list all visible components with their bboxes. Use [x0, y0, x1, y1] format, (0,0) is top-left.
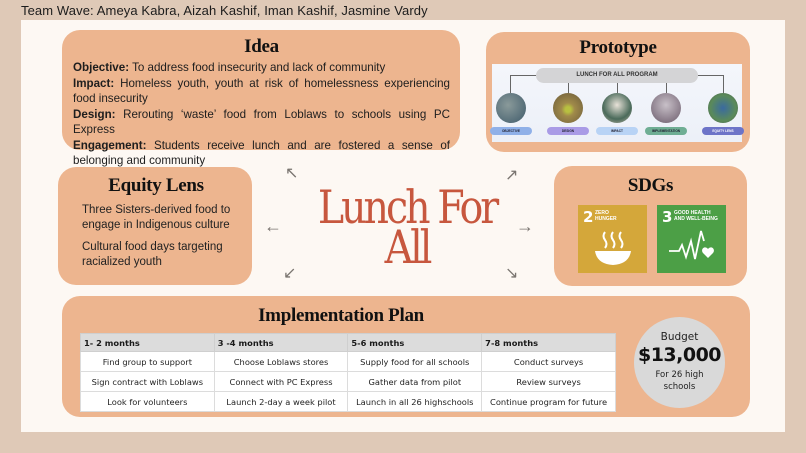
idea-card: [62, 30, 460, 167]
table-cell: Continue program for future: [482, 392, 616, 412]
connector-line: [698, 75, 723, 76]
budget-note-line: schools: [663, 382, 696, 392]
table-cell: Choose Loblaws stores: [214, 352, 348, 372]
idea-design: [73, 107, 450, 138]
idea-impact: [73, 76, 450, 107]
equity-item: Three Sisters-derived food to engage in Indigenous culture: [82, 204, 231, 231]
table-cell: Launch in all 26 highschools: [348, 392, 482, 412]
prototype-diagram: [492, 64, 742, 142]
objective-label: Objective:: [73, 61, 130, 74]
objective-text: To address food insecurity and lack of community: [129, 61, 386, 74]
arrow-down-left-icon: ↙: [283, 265, 297, 282]
bowl-icon: [593, 230, 633, 268]
table-cell: Gather data from pilot: [348, 372, 482, 392]
design-image: [553, 93, 583, 123]
connector-line: [666, 83, 667, 93]
equity-item: Cultural food days targeting racialized youth: [82, 241, 223, 268]
implementation-image: [651, 93, 681, 123]
connector-line: [723, 75, 724, 93]
arrow-up-right-icon: ↗: [505, 167, 519, 184]
connector-line: [510, 75, 511, 93]
team-members-line: Team Wave: Ameya Kabra, Aizah Kashif, Iman Kashif, Jasmine Vardy: [21, 3, 428, 18]
tag-impact: IMPACT: [596, 127, 638, 135]
idea-title: Idea: [244, 36, 279, 57]
sdg-number: 2: [583, 208, 594, 226]
heartbeat-icon: [667, 227, 717, 267]
implementation-title: Implementation Plan: [258, 305, 424, 326]
table-cell: Supply food for all schools: [348, 352, 482, 372]
title-line-2: All: [384, 220, 430, 274]
table-cell: Launch 2-day a week pilot: [214, 392, 348, 412]
sdg-2-zero-hunger: [578, 205, 647, 273]
table-cell: Find group to support: [81, 352, 215, 372]
idea-objective: [73, 60, 450, 76]
sdg-label-line: GOOD HEALTH: [674, 210, 711, 216]
impact-label: Impact:: [73, 76, 115, 90]
idea-engagement: [73, 138, 450, 169]
engagement-text: Students receive lunch and are fostered a sense of belonging and community: [73, 138, 450, 167]
budget-note: [634, 369, 725, 393]
prototype-title: Prototype: [579, 37, 657, 58]
tag-implementation: IMPLEMENTATION: [645, 127, 687, 135]
column-header: 7-8 months: [482, 334, 616, 352]
table-row: [81, 392, 616, 412]
prototype-card: [486, 32, 750, 152]
sdgs-title: SDGs: [627, 175, 674, 196]
tag-design: DESIGN: [547, 127, 589, 135]
sdgs-card: [554, 166, 747, 286]
table-header-row: [81, 334, 616, 352]
objective-image: [496, 93, 526, 123]
implementation-plan-card: [62, 296, 750, 417]
column-header: 5-6 months: [348, 334, 482, 352]
arrow-left-icon: ←: [264, 216, 282, 236]
sdg-number: 3: [662, 208, 673, 226]
equity-lens-card: [58, 167, 252, 285]
table-row: [81, 352, 616, 372]
budget-circle: [634, 317, 725, 408]
tag-objective: OBJECTIVE: [490, 127, 532, 135]
table-cell: Look for volunteers: [81, 392, 215, 412]
sdg-label-line: HUNGER: [595, 216, 617, 222]
design-label: Design:: [73, 107, 116, 121]
budget-note-line: For 26 high: [655, 370, 704, 380]
engagement-label: Engagement:: [73, 138, 147, 152]
budget-amount: $13,000: [637, 344, 722, 366]
column-header: 1- 2 months: [81, 334, 215, 352]
connector-line: [510, 75, 536, 76]
sdg-label: [674, 210, 718, 222]
arrow-up-left-icon: ↖: [285, 165, 299, 182]
impact-text: Homeless youth, youth at risk of homelessness experiencing food insecurity: [73, 76, 450, 105]
sdg-label-line: AND WELL-BEING: [674, 216, 718, 222]
implementation-table: [80, 333, 616, 412]
table-row: [81, 372, 616, 392]
connector-line: [568, 83, 569, 93]
equity-lens-image: [708, 93, 738, 123]
connector-line: [617, 83, 618, 93]
sdg-label-line: ZERO: [595, 210, 609, 216]
title-line-1: Lunch For: [317, 180, 497, 234]
column-header: 3 -4 months: [214, 334, 348, 352]
design-text: Rerouting ‘waste’ food from Loblaws to schools using PC Express: [73, 107, 450, 136]
tag-equity-lens: EQUITY LENS: [702, 127, 744, 135]
equity-lens-title: Equity Lens: [108, 175, 204, 196]
impact-image: [602, 93, 632, 123]
table-cell: Review surveys: [482, 372, 616, 392]
table-cell: Conduct surveys: [482, 352, 616, 372]
table-cell: Sign contract with Loblaws: [81, 372, 215, 392]
sdg-3-good-health: [657, 205, 726, 273]
sdg-label: [595, 210, 617, 222]
program-label: LUNCH FOR ALL PROGRAM: [536, 68, 698, 83]
budget-label: Budget: [660, 331, 699, 343]
arrow-right-icon: →: [516, 216, 534, 236]
project-title: [315, 180, 499, 274]
arrow-down-right-icon: ↘: [505, 265, 519, 282]
table-cell: Connect with PC Express: [214, 372, 348, 392]
